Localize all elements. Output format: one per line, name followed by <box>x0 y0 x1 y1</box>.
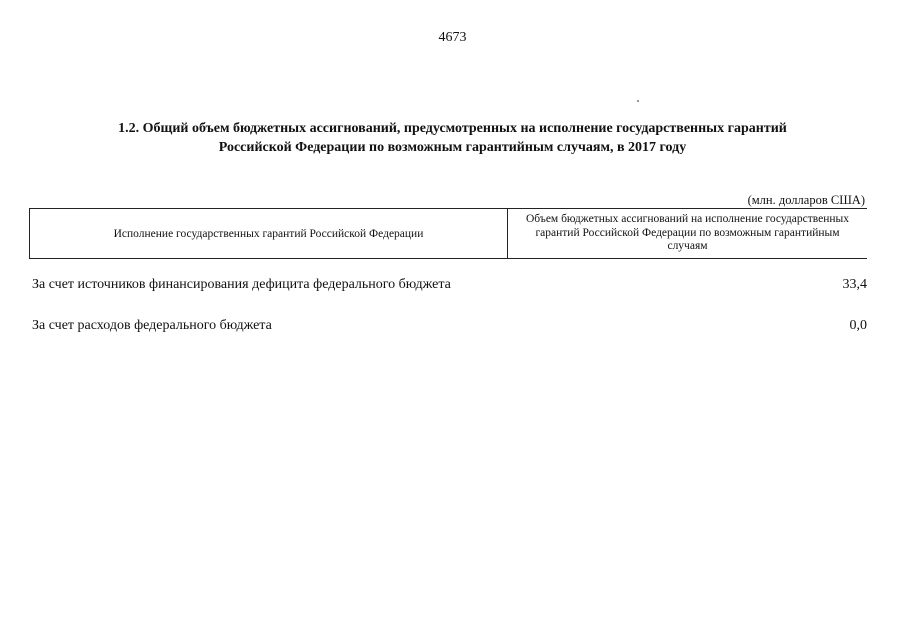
row-value: 0,0 <box>849 318 867 333</box>
table-row <box>32 277 867 293</box>
page-number: 4673 <box>438 30 467 45</box>
units-label: (млн. долларов США) <box>747 193 865 207</box>
row-value: 33,4 <box>842 277 867 292</box>
header-cell-execution: Исполнение государственных гарантий Российской Федерации <box>30 209 508 258</box>
scan-artifact <box>637 100 639 102</box>
row-label: За счет расходов федерального бюджета <box>32 318 272 333</box>
header-cell-volume: Объем бюджетных ассигнований на исполнение государственных гарантий Российской Федерации по возможным гарантийным случаям <box>526 213 849 253</box>
title-line-1: 1.2. Общий объем бюджетных ассигнований, предусмотренных на исполнение государственных гарантий <box>118 121 787 136</box>
table-header <box>29 208 867 259</box>
document-title <box>40 119 865 157</box>
title-line-2: Российской Федерации по возможным гарантийным случаям, в 2017 году <box>218 140 687 155</box>
row-label: За счет источников финансирования дефицита федерального бюджета <box>32 277 451 292</box>
table-row <box>32 318 867 334</box>
